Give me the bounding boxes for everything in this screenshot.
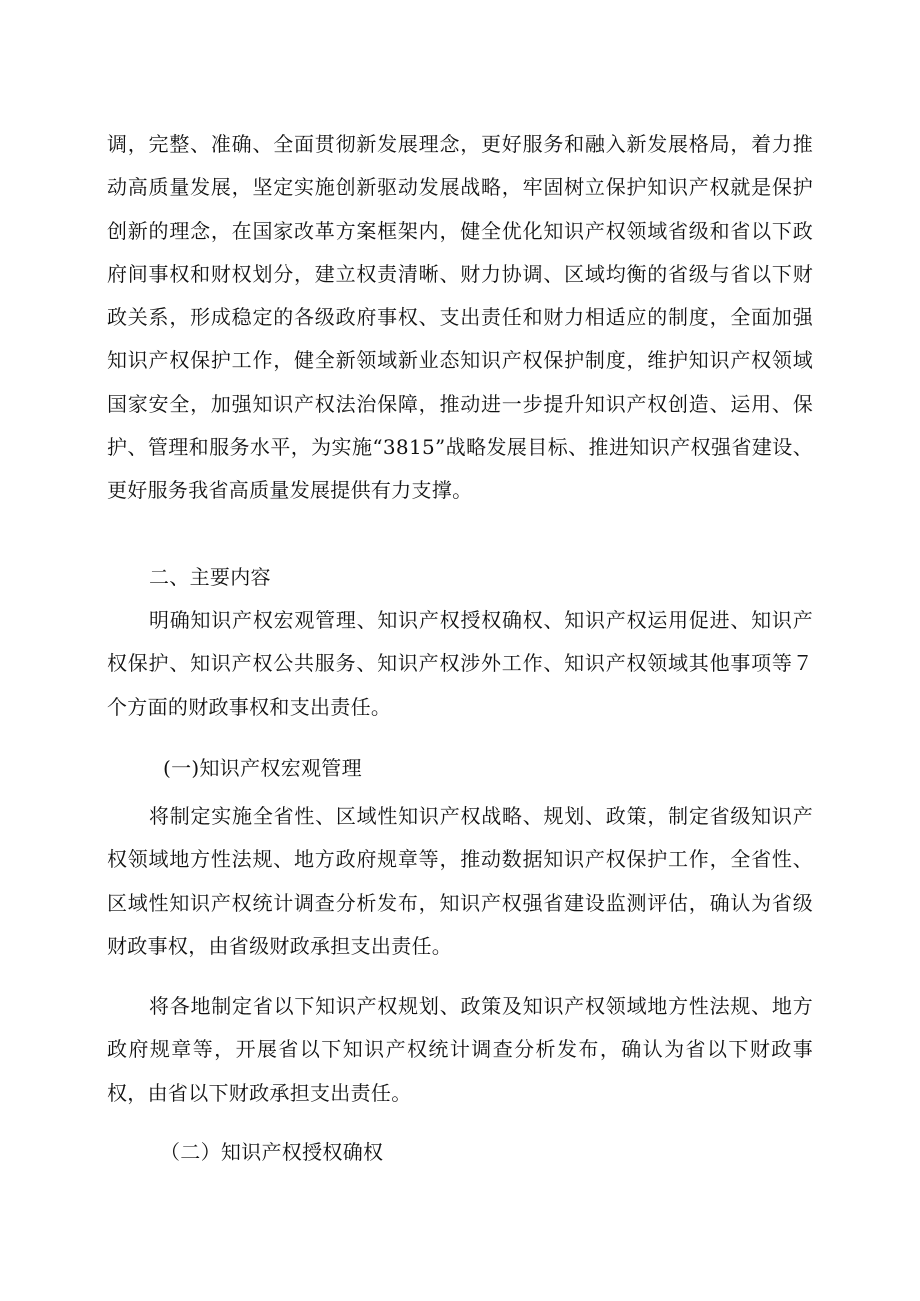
paragraph-sub-provincial-authority: 将各地制定省以下知识产权规划、政策及知识产权领域地方性法规、地方政府规章等，开展省以下知识产权统计调查分析发布，确认为省以下财政事权，由省以下财政承担支出责任。: [107, 994, 813, 1105]
paragraph-provincial-authority: 将制定实施全省性、区域性知识产权战略、规划、政策，制定省级知识产权领域地方性法规、地方政府规章等，推动数据知识产权保护工作，全省性、区域性知识产权统计调查分析发布，知识产权强省建设监测评估，确认为省级财政事权，由省级财政承担支出责任。: [107, 804, 813, 958]
paragraph-continuation: 调，完整、准确、全面贯彻新发展理念，更好服务和融入新发展格局，着力推动高质量发展，坚定实施创新驱动发展战略，牢固树立保护知识产权就是保护创新的理念，在国家改革方案框架内，健全优化知识产权领域省级和省以下政府间事权和财权划分，建立权责清晰、财力协调、区域均衡的省级与省以下财政关系，形成稳定的各级政府事权、支出责任和财力相适应的制度，全面加强知识产权保护工作，健全新领域新业态知识产权保护制度，维护知识产权领域国家安全，加强知识产权法治保障，推动进一步提升知识产权创造、运用、保护、管理和服务水平，为实施“3815”战略发展目标、推进知识产权强省建设、更好服务我省高质量发展提供有力支撑。: [107, 132, 813, 503]
subsection-heading-grant-confirmation: （二）知识产权授权确权: [160, 1140, 384, 1164]
section-heading-main-content: 二、主要内容: [149, 565, 271, 589]
paragraph-scope: 明确知识产权宏观管理、知识产权授权确权、知识产权运用促进、知识产权保护、知识产权公共服务、知识产权涉外工作、知识产权领域其他事项等７个方面的财政事权和支出责任。: [107, 608, 813, 719]
subsection-heading-macro-management: (一)知识产权宏观管理: [163, 756, 362, 780]
